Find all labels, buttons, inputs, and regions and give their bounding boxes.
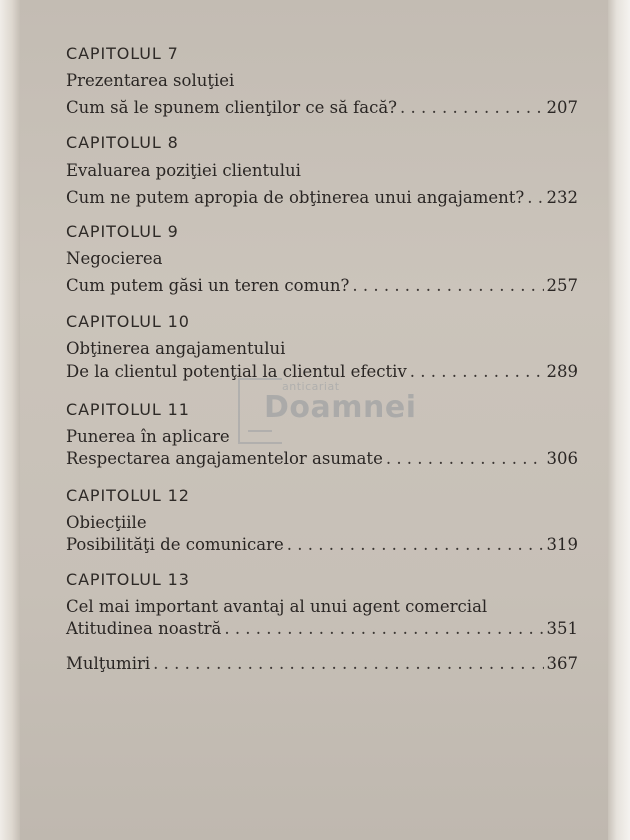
- chapter-label: CAPITOLUL 8: [66, 133, 179, 152]
- dot-leader: [386, 449, 544, 468]
- chapter-title: Obţinerea angajamentului: [66, 339, 286, 358]
- chapter-subtitle: Cum ne putem apropia de obţinerea unui angajament?: [66, 188, 525, 207]
- page-number: 351: [546, 619, 578, 638]
- page-number: 319: [546, 535, 578, 554]
- chapter-subtitle: Cum putem găsi un teren comun?: [66, 276, 350, 295]
- dot-leader: [224, 619, 543, 638]
- page-number: 232: [546, 188, 578, 207]
- page-number: 257: [546, 276, 578, 295]
- toc-entry: [66, 188, 578, 207]
- chapter-label: CAPITOLUL 7: [66, 44, 179, 63]
- page-number: 207: [546, 98, 578, 117]
- dot-leader: [410, 362, 544, 381]
- chapter-subtitle: De la clientul potenţial la clientul efectiv: [66, 362, 407, 381]
- toc-entry: [66, 619, 578, 638]
- watermark-small-text: anticariat: [282, 380, 340, 393]
- dot-leader: [400, 98, 543, 117]
- chapter-title: Negocierea: [66, 249, 163, 268]
- chapter-subtitle: Respectarea angajamentelor asumate: [66, 449, 383, 468]
- page-number: 306: [546, 449, 578, 468]
- chapter-subtitle: Posibilităţi de comunicare: [66, 535, 284, 554]
- chapter-label: CAPITOLUL 11: [66, 400, 190, 419]
- chapter-subtitle: Cum să le spunem clienţilor ce să facă?: [66, 98, 398, 117]
- chapter-label: CAPITOLUL 13: [66, 570, 190, 589]
- page-number: 367: [546, 654, 578, 673]
- chapter-label: CAPITOLUL 10: [66, 312, 190, 331]
- toc-entry-acknowledgements: [66, 654, 578, 673]
- chapter-title: Punerea în aplicare: [66, 427, 230, 446]
- chapter-label: CAPITOLUL 12: [66, 486, 190, 505]
- toc-entry: [66, 98, 578, 117]
- dot-leader: [287, 535, 544, 554]
- toc-entry: [66, 362, 578, 381]
- chapter-subtitle: Atitudinea noastră: [66, 619, 222, 638]
- toc-entry: [66, 535, 578, 554]
- dot-leader: [527, 188, 543, 207]
- watermark-big-text: Doamnei: [264, 390, 417, 425]
- dot-leader: [153, 654, 543, 673]
- acknowledgements-label: Mulţumiri: [66, 654, 151, 673]
- dot-leader: [352, 276, 543, 295]
- chapter-title: Prezentarea soluţiei: [66, 71, 235, 90]
- toc-entry: [66, 449, 578, 468]
- chapter-label: CAPITOLUL 9: [66, 222, 179, 241]
- toc-entry: [66, 276, 578, 295]
- chapter-title: Evaluarea poziţiei clientului: [66, 161, 301, 180]
- chapter-title: Obiecţiile: [66, 513, 147, 532]
- chapter-title: Cel mai important avantaj al unui agent comercial: [66, 597, 488, 616]
- page-number: 289: [546, 362, 578, 381]
